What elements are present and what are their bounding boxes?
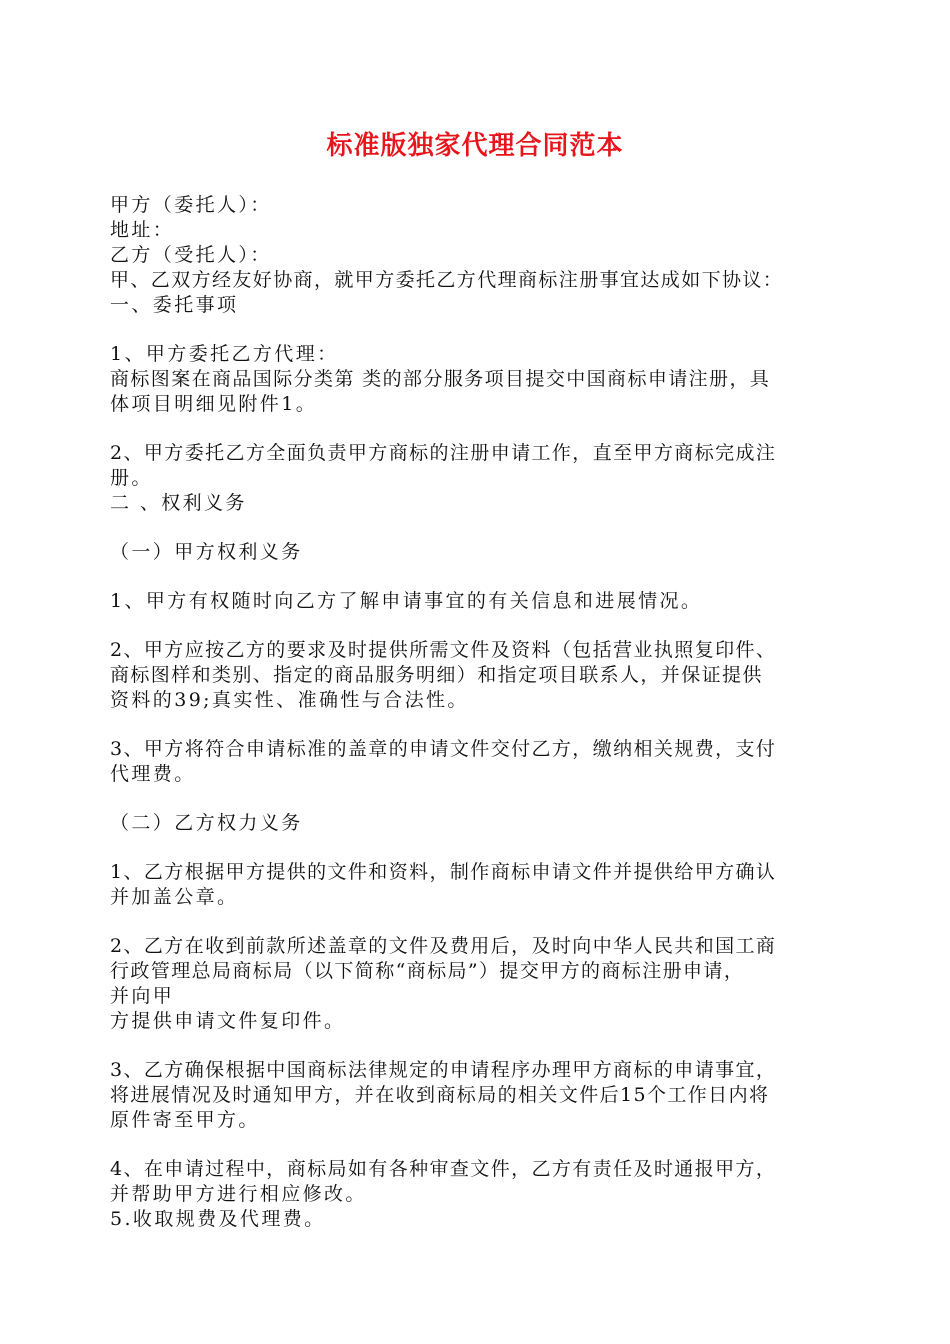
document-body (110, 193, 845, 1232)
address-line: 地址： (110, 219, 175, 241)
clause-line: 并加盖公章。 (110, 886, 239, 908)
clause-line: 2、乙方在收到前款所述盖章的文件及费用后，及时向中华人民共和国工商 (110, 935, 777, 957)
clause-line: 并向甲 (110, 985, 175, 1007)
party-b-line: 乙方（受托人）： (110, 244, 272, 266)
clause-line: 商标图样和类别、指定的商品服务明细）和指定项目联系人，并保证提供 (110, 664, 763, 686)
document-title: 标准版独家代理合同范本 (326, 131, 624, 161)
subsection-heading-a: （一）甲方权利义务 (110, 541, 303, 563)
clause-line: 2、甲方委托乙方全面负责甲方商标的注册申请工作，直至甲方商标完成注 (110, 442, 777, 464)
party-a-line: 甲方（委托人）： (110, 194, 272, 216)
clause-line: 商标图案在商品国际分类第 类的部分服务项目提交中国商标申请注册，具 (110, 368, 771, 390)
clause-line: 3、甲方将符合申请标准的盖章的申请文件交付乙方，缴纳相关规费，支付 (110, 738, 777, 760)
clause-line: 原件寄至甲方。 (110, 1109, 260, 1131)
clause-line: 将进展情况及时通知甲方，并在收到商标局的相关文件后15个工作日内将 (110, 1084, 770, 1106)
clause-line: 资料的39;真实性、准确性与合法性。 (110, 689, 469, 711)
clause-line: 并帮助甲方进行相应修改。 (110, 1183, 367, 1205)
clause-line: 1、乙方根据甲方提供的文件和资料，制作商标申请文件并提供给甲方确认 (110, 861, 777, 883)
clause-line: 2、甲方应按乙方的要求及时提供所需文件及资料（包括营业执照复印件、 (110, 639, 777, 661)
clause-line: 4、在申请过程中，商标局如有各种审查文件，乙方有责任及时通报甲方， (110, 1158, 777, 1180)
clause-line: 体项目明细见附件1。 (110, 393, 318, 415)
clause-line: 方提供申请文件复印件。 (110, 1010, 346, 1032)
agreement-intro: 甲、乙双方经友好协商，就甲方委托乙方代理商标注册事宜达成如下协议： (110, 269, 784, 291)
clause-line: 1、甲方委托乙方代理： (110, 343, 339, 365)
section-heading-2: 二 、权利义务 (110, 492, 247, 514)
clause-line: 册。 (110, 467, 153, 489)
clause-line: 代理费。 (110, 763, 196, 785)
clause-line: 1、甲方有权随时向乙方了解申请事宜的有关信息和进展情况。 (110, 590, 703, 612)
section-heading-1: 一、委托事项 (110, 294, 239, 316)
clause-line: 3、乙方确保根据中国商标法律规定的申请程序办理甲方商标的申请事宜， (110, 1059, 777, 1081)
clause-line: 行政管理总局商标局（以下简称“商标局”）提交甲方的商标注册申请， (110, 960, 745, 982)
subsection-heading-b: （二）乙方权力义务 (110, 812, 303, 834)
clause-line: 5.收取规费及代理费。 (110, 1208, 326, 1230)
